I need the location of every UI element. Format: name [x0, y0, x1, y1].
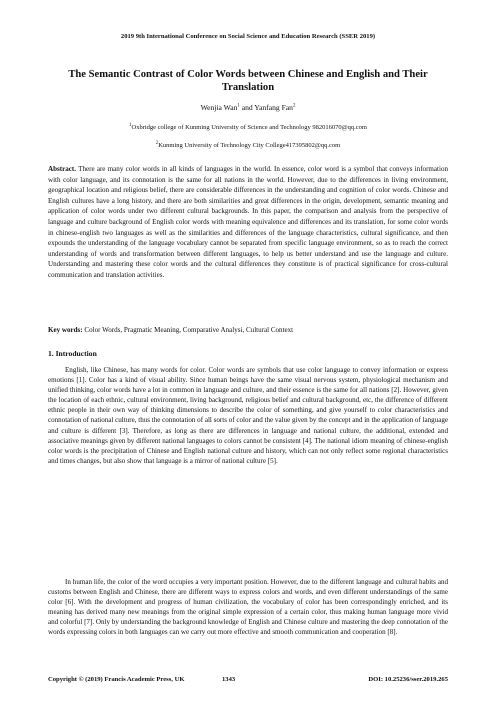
author-line	[48, 103, 448, 112]
abstract-label: Abstract.	[48, 165, 76, 173]
conference-header: 2019 9th International Conference on Social Science and Education Research (SSER 2019)	[120, 33, 376, 40]
abstract-text: There are many color words in all kinds of languages in the world. In essence, color word is a symbol that conveys information with color language, and its connotation is the same for all nations in the world. However, due to the differences in living environment, geographical location and religious belief, there are considerable differences in the understanding and cognition of color words. Chinese and English cultures have a long history, and there are both similarities and great differences in the origin, development, semantic meaning and application of color words under two different cultural backgrounds. In this paper, the comparison and analysis from the perspective of language and culture background of English color words with meaning equivalence and differences and its translation, for some color words in chinese-english two languages as well as the similarities and differences of the language characteristics, cultural significance, and then expounds the understanding of the language vocabulary cannot be separated from specific language environment, so as to reach the correct understanding of words and transformation between different languages, to help us better understand and use the language and culture. Understanding and mastering these color words and the cultural differences they constitute is of practical significance for cross-cultural communication and translation activities.	[48, 165, 449, 279]
intro-paragraph-2: In human life, the color of the word occupies a very important position. However, due to the different language and cultural habits and customs between English and Chinese, there are different ways to express colors and words, and even different understandings of the same color [6]. With the development and progress of human civilization, the vocabulary of color has been correspondingly enriched, and its meaning has derived many new meanings from the original simple expression of a certain color, thus making human language more vivid and colorful [7]. Only by understanding the background knowledge of English and Chinese culture and mastering the deep connotation of the words expressing colors in both languages can we carry out more effective and smooth communication and cooperation [8].	[48, 578, 448, 637]
affiliation-2-mark: 2	[155, 140, 159, 146]
author-1-name: Wenjia Wan	[200, 103, 238, 112]
section-heading-introduction: 1. Introduction	[48, 349, 97, 358]
author-2-name: Yanfang Fan	[254, 103, 293, 112]
abstract	[48, 164, 448, 281]
doi: DOI: 10.25236/sser.2019.265	[368, 676, 448, 683]
keywords-text: Color Words, Pragmatic Meaning, Comparative Analysi, Cultural Context	[84, 326, 294, 334]
intro-paragraph-1: English, like Chinese, has many words for color. Color words are symbols that use color language to convey information or express emotions [1]. Color has a kind of visual ability. Since human beings have the same visual nervous system, physiological mechanism and unified thinking, color words have a lot in common in language and culture, and their essence is the same for all nations [2]. However, given the location of each ethnic, cultural environment, living background, religious belief and cultural background, etc, the difference of different ethnic people in their own way of thinking dimensions to describe the color of something, and give yourself to color characteristics and connotation of national culture, thus the connotation of all sorts of color and the value given by the concept and in the application of language and culture is different [3]. Therefore, as long as there are differences in language and national culture, the additional, extended and associative meanings given by different national languages to colors cannot be consistent [4]. The national idiom meaning of chinese-english color words is the precipitation of Chinese and English national culture and history, which can not only reflect some regional characteristics and times changes, but also show that language is a mirror of national culture [5].	[48, 366, 448, 465]
affiliation-2-text: Kunming University of Technology City College417395802@qq.com	[158, 142, 341, 149]
affiliation-1	[48, 124, 448, 131]
author-1-mark: 1	[237, 103, 240, 109]
author-2-mark: 2	[292, 103, 296, 109]
author-joiner: and	[239, 103, 255, 112]
keywords	[48, 325, 448, 336]
affiliation-2	[48, 142, 448, 149]
page-number: 1343	[222, 676, 236, 683]
keywords-label: Key words:	[48, 326, 83, 334]
paper-page	[48, 0, 448, 702]
affiliation-1-mark: 1	[129, 122, 132, 128]
affiliation-1-text: Oxbridge college of Kunming University of Science and Technology 982016070@qq.com	[131, 124, 367, 131]
copyright-notice: Copyright © (2019) Francis Academic Press, UK	[48, 676, 185, 683]
page-footer	[48, 676, 448, 686]
paper-title: The Semantic Contrast of Color Words between Chinese and English and Their Translation	[68, 69, 428, 93]
